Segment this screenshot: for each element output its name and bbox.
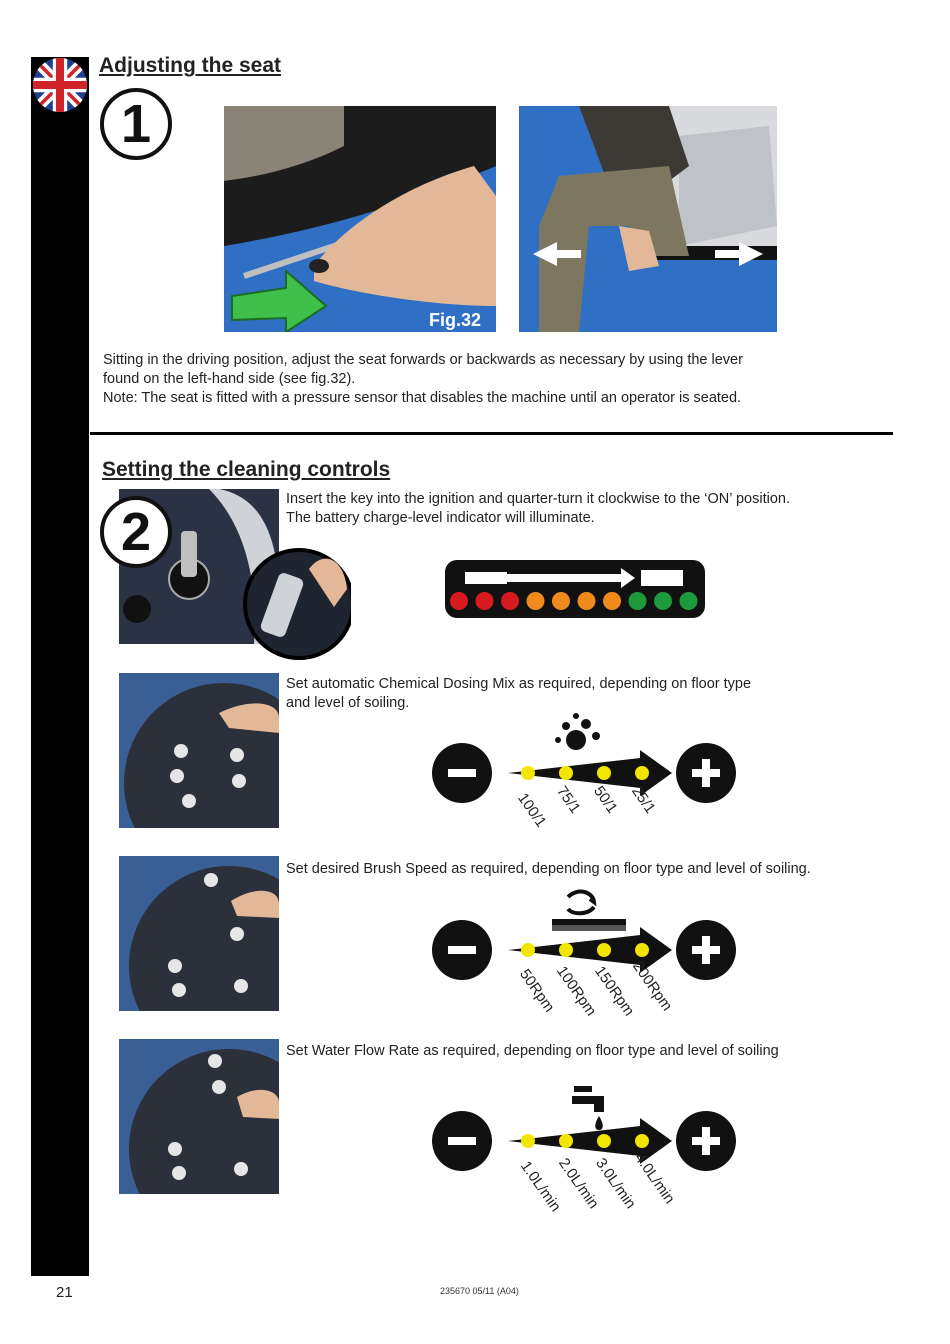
step-number-2: 2 <box>100 496 172 568</box>
battery-led <box>654 592 672 610</box>
brush-icon <box>552 892 626 931</box>
water-label-3-0: 3.0L/min <box>592 1155 640 1212</box>
uk-flag-icon <box>33 58 87 112</box>
water-label-1-0: 1.0L/min <box>517 1158 565 1215</box>
water-control-photo <box>119 1039 279 1194</box>
chemical-label-75-1: 75/1 <box>553 783 584 817</box>
seat-lever-photo <box>224 106 496 332</box>
chemical-icon <box>555 713 600 750</box>
paragraph-line: and level of soiling. <box>286 695 410 711</box>
battery-led <box>501 592 519 610</box>
battery-led <box>629 592 647 610</box>
chemical-label-100-1: 100/1 <box>514 790 550 831</box>
section-heading-adjusting-seat: Adjusting the seat <box>99 54 282 77</box>
setting-dot <box>559 766 573 780</box>
setting-dot <box>597 766 611 780</box>
setting-dot <box>521 1134 535 1148</box>
battery-led <box>578 592 596 610</box>
battery-led <box>603 592 621 610</box>
brush-label-150rpm: 150Rpm <box>591 963 638 1020</box>
battery-led <box>476 592 494 610</box>
setting-dot <box>597 943 611 957</box>
brush-label-100rpm: 100Rpm <box>553 963 600 1020</box>
setting-dot <box>635 1134 649 1148</box>
paragraph-line: Sitting in the driving position, adjust the seat forwards or backwards as necessary by using the lever <box>103 352 743 368</box>
setting-dot <box>521 766 535 780</box>
brush-instructions <box>286 860 906 879</box>
chemical-instructions <box>286 675 886 713</box>
ignition-instructions <box>286 490 886 528</box>
seat-instructions <box>103 351 893 408</box>
section-heading-cleaning-controls: Setting the cleaning controls <box>102 458 391 481</box>
setting-dot <box>521 943 535 957</box>
water-label-4-0: 4.0L/min <box>631 1150 679 1207</box>
sidebar-bar <box>31 57 89 1276</box>
paragraph-line: Note: The seat is fitted with a pressure sensor that disables the machine until an operator is seated. <box>103 390 742 406</box>
water-instructions <box>286 1042 886 1061</box>
fig-label: Fig.32 <box>429 310 482 330</box>
chemical-dosing-scale <box>428 710 748 840</box>
paragraph-line: found on the left-hand side (see fig.32). <box>103 371 356 387</box>
paragraph-line: The battery charge-level indicator will illuminate. <box>286 510 595 526</box>
paragraph-line: Set Water Flow Rate as required, depending on floor type and level of soiling <box>286 1043 779 1059</box>
setting-dot <box>597 1134 611 1148</box>
setting-dot <box>635 943 649 957</box>
brush-label-200rpm: 200Rpm <box>629 958 676 1015</box>
paragraph-line: Set automatic Chemical Dosing Mix as required, depending on floor type <box>286 676 752 692</box>
water-tap-icon <box>572 1086 604 1130</box>
setting-dot <box>559 943 573 957</box>
paragraph-line: Insert the key into the ignition and quarter-turn it clockwise to the ‘ON’ position. <box>286 491 790 507</box>
page-number: 21 <box>56 1284 73 1301</box>
step-number-1: 1 <box>100 88 172 160</box>
setting-dot <box>635 766 649 780</box>
battery-led <box>680 592 698 610</box>
battery-led <box>552 592 570 610</box>
setting-dot <box>559 1134 573 1148</box>
chemical-control-photo <box>119 673 279 828</box>
brush-label-50rpm: 50Rpm <box>516 966 558 1016</box>
operator-seated-photo <box>519 106 777 332</box>
water-label-2-0: 2.0L/min <box>555 1155 603 1212</box>
section-divider <box>90 432 893 435</box>
battery-led <box>527 592 545 610</box>
document-code: 235670 05/11 (A04) <box>440 1286 519 1296</box>
chemical-label-25-1: 25/1 <box>628 783 659 817</box>
battery-led <box>450 592 468 610</box>
chemical-label-50-1: 50/1 <box>590 783 621 817</box>
paragraph-line: Set desired Brush Speed as required, depending on floor type and level of soiling. <box>286 861 811 877</box>
brush-control-photo <box>119 856 279 1011</box>
battery-charge-indicator <box>445 560 705 618</box>
